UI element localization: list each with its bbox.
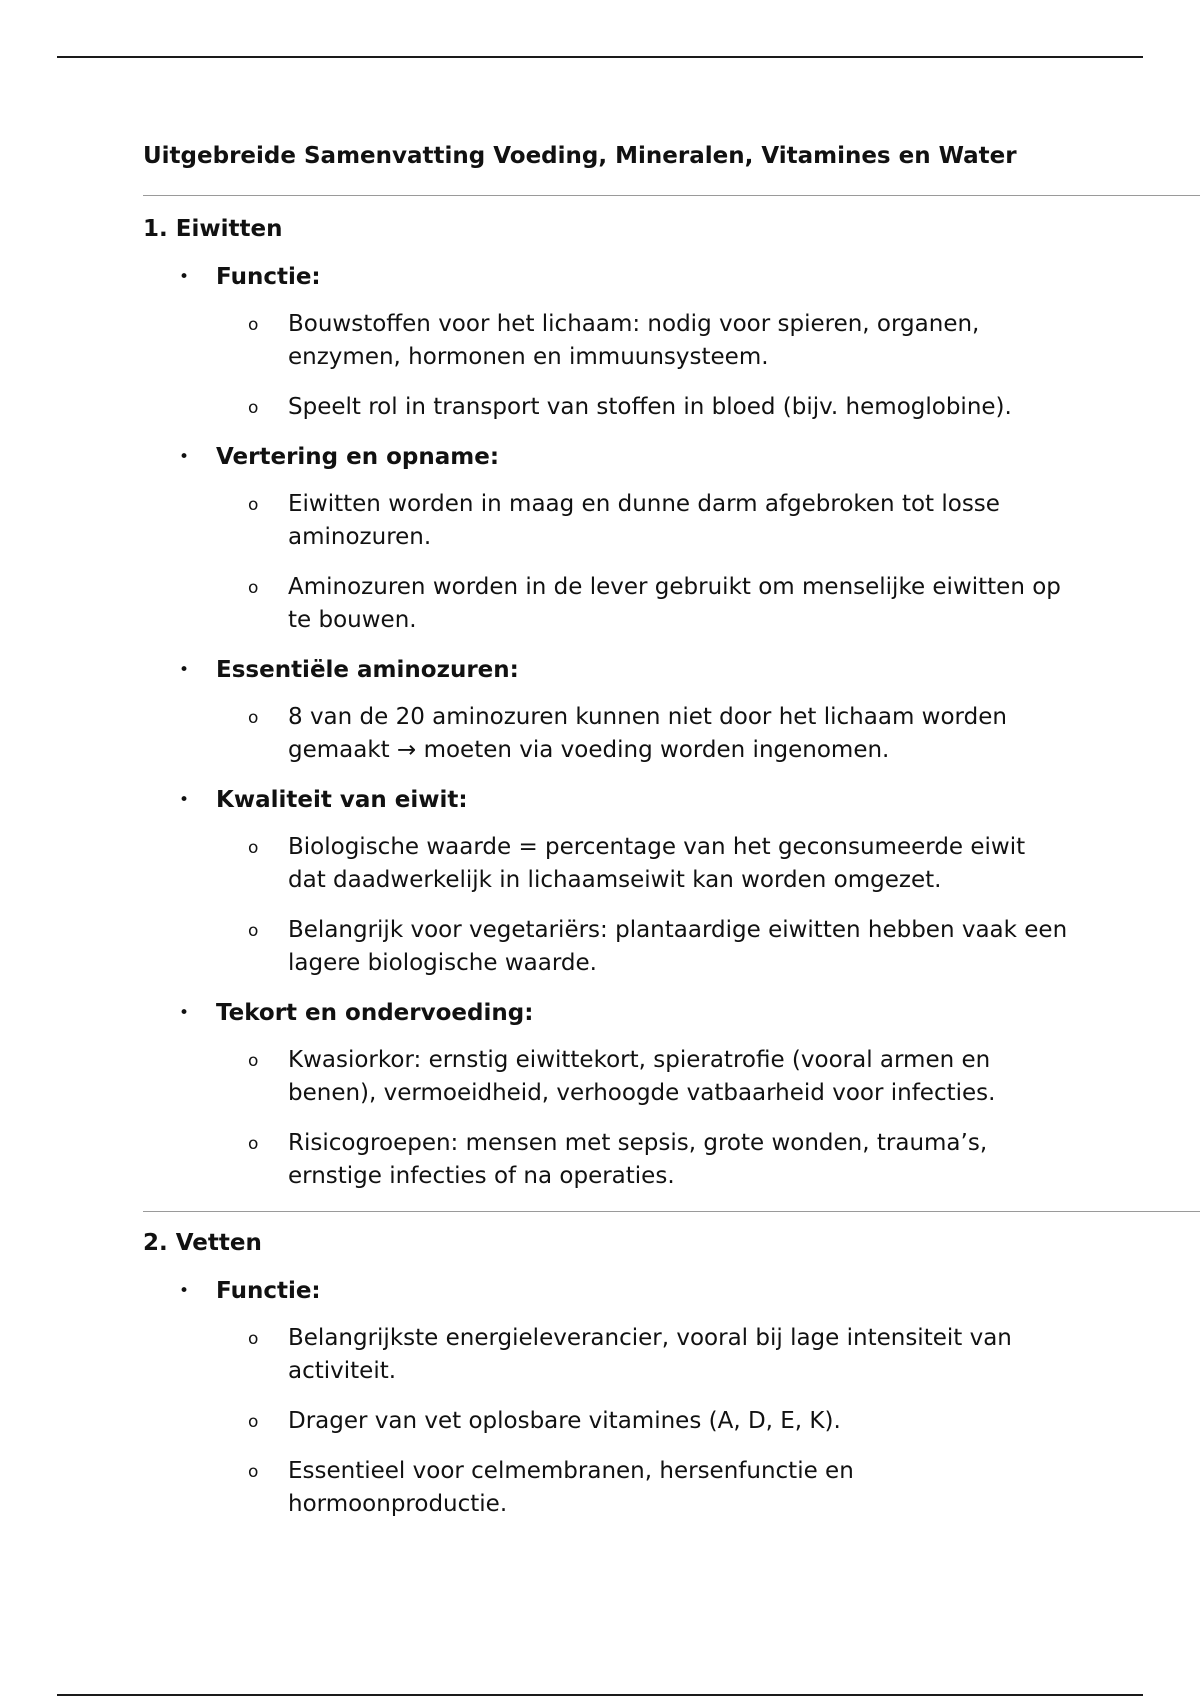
point-item bbox=[216, 914, 1068, 980]
circle-bullet-icon: o bbox=[248, 1051, 259, 1071]
topic-label: Functie: bbox=[216, 1278, 321, 1304]
point-text: Biologische waarde = percentage van het geconsumeerde eiwit dat daadwerkelijk in lichaamseiwit kan worden omgezet. bbox=[288, 834, 1026, 893]
bullet-icon: • bbox=[179, 267, 190, 287]
point-list bbox=[216, 831, 1200, 980]
topic-label: Vertering en opname: bbox=[216, 444, 500, 470]
point-item bbox=[216, 488, 1068, 554]
point-item bbox=[216, 1322, 1068, 1388]
point-list bbox=[216, 308, 1200, 424]
section-heading: 2. Vetten bbox=[143, 1230, 262, 1256]
circle-bullet-icon: o bbox=[248, 495, 259, 515]
point-item bbox=[216, 1044, 1068, 1110]
circle-bullet-icon: o bbox=[248, 708, 259, 728]
bullet-icon: • bbox=[179, 1003, 190, 1023]
point-item bbox=[216, 831, 1068, 897]
point-text: Drager van vet oplosbare vitamines (A, D, E, K). bbox=[288, 1408, 841, 1434]
bullet-icon: • bbox=[179, 790, 190, 810]
topic-list bbox=[143, 1276, 1200, 1521]
topic-item bbox=[143, 442, 1200, 637]
circle-bullet-icon: o bbox=[248, 921, 259, 941]
point-item bbox=[216, 701, 1068, 767]
point-item bbox=[216, 1455, 1068, 1521]
point-text: Aminozuren worden in de lever gebruikt om menselijke eiwitten op te bouwen. bbox=[288, 574, 1061, 633]
point-text: Speelt rol in transport van stoffen in bloed (bijv. hemoglobine). bbox=[288, 394, 1012, 420]
point-list bbox=[216, 1322, 1200, 1521]
section-divider bbox=[143, 195, 1200, 196]
circle-bullet-icon: o bbox=[248, 838, 259, 858]
point-list bbox=[216, 701, 1200, 767]
circle-bullet-icon: o bbox=[248, 578, 259, 598]
section-divider bbox=[143, 1211, 1200, 1212]
topic-label: Essentiële aminozuren: bbox=[216, 657, 519, 683]
circle-bullet-icon: o bbox=[248, 1412, 259, 1432]
point-list bbox=[216, 488, 1200, 637]
topic-list bbox=[143, 262, 1200, 1193]
page-bottom-rule bbox=[57, 1694, 1143, 1696]
point-text: Bouwstoffen voor het lichaam: nodig voor spieren, organen, enzymen, hormonen en immuunsysteem. bbox=[288, 311, 980, 370]
topic-item bbox=[143, 1276, 1200, 1521]
circle-bullet-icon: o bbox=[248, 315, 259, 335]
point-item bbox=[216, 391, 1068, 424]
bullet-icon: • bbox=[179, 660, 190, 680]
point-text: Risicogroepen: mensen met sepsis, grote wonden, trauma’s, ernstige infecties of na operaties. bbox=[288, 1130, 988, 1189]
circle-bullet-icon: o bbox=[248, 1462, 259, 1482]
point-text: Belangrijkste energieleverancier, vooral bij lage intensiteit van activiteit. bbox=[288, 1325, 1012, 1384]
topic-item bbox=[143, 785, 1200, 980]
point-item bbox=[216, 1405, 1068, 1438]
section-eiwitten bbox=[143, 214, 1200, 1193]
document-body bbox=[143, 140, 1200, 1521]
topic-item bbox=[143, 655, 1200, 767]
circle-bullet-icon: o bbox=[248, 1134, 259, 1154]
topic-item bbox=[143, 262, 1200, 424]
circle-bullet-icon: o bbox=[248, 1329, 259, 1349]
point-text: Eiwitten worden in maag en dunne darm afgebroken tot losse aminozuren. bbox=[288, 491, 1000, 550]
bullet-icon: • bbox=[179, 447, 190, 467]
page-top-rule bbox=[57, 56, 1143, 58]
point-text: Essentieel voor celmembranen, hersenfunctie en hormoonproductie. bbox=[288, 1458, 854, 1517]
point-text: Kwasiorkor: ernstig eiwittekort, spieratrofie (vooral armen en benen), vermoeidheid, verhoogde vatbaarheid voor infecties. bbox=[288, 1047, 996, 1106]
circle-bullet-icon: o bbox=[248, 398, 259, 418]
topic-label: Kwaliteit van eiwit: bbox=[216, 787, 468, 813]
point-item bbox=[216, 1127, 1068, 1193]
topic-label: Tekort en ondervoeding: bbox=[216, 1000, 534, 1026]
document-title: Uitgebreide Samenvatting Voeding, Mineralen, Vitamines en Water bbox=[143, 143, 1017, 169]
bullet-icon: • bbox=[179, 1281, 190, 1301]
section-vetten bbox=[143, 1228, 1200, 1521]
point-item bbox=[216, 308, 1068, 374]
point-item bbox=[216, 571, 1068, 637]
topic-label: Functie: bbox=[216, 264, 321, 290]
point-text: Belangrijk voor vegetariërs: plantaardige eiwitten hebben vaak een lagere biologische waarde. bbox=[288, 917, 1068, 976]
point-text: 8 van de 20 aminozuren kunnen niet door het lichaam worden gemaakt → moeten via voeding worden ingenomen. bbox=[288, 704, 1007, 763]
point-list bbox=[216, 1044, 1200, 1193]
topic-item bbox=[143, 998, 1200, 1193]
section-heading: 1. Eiwitten bbox=[143, 216, 283, 242]
